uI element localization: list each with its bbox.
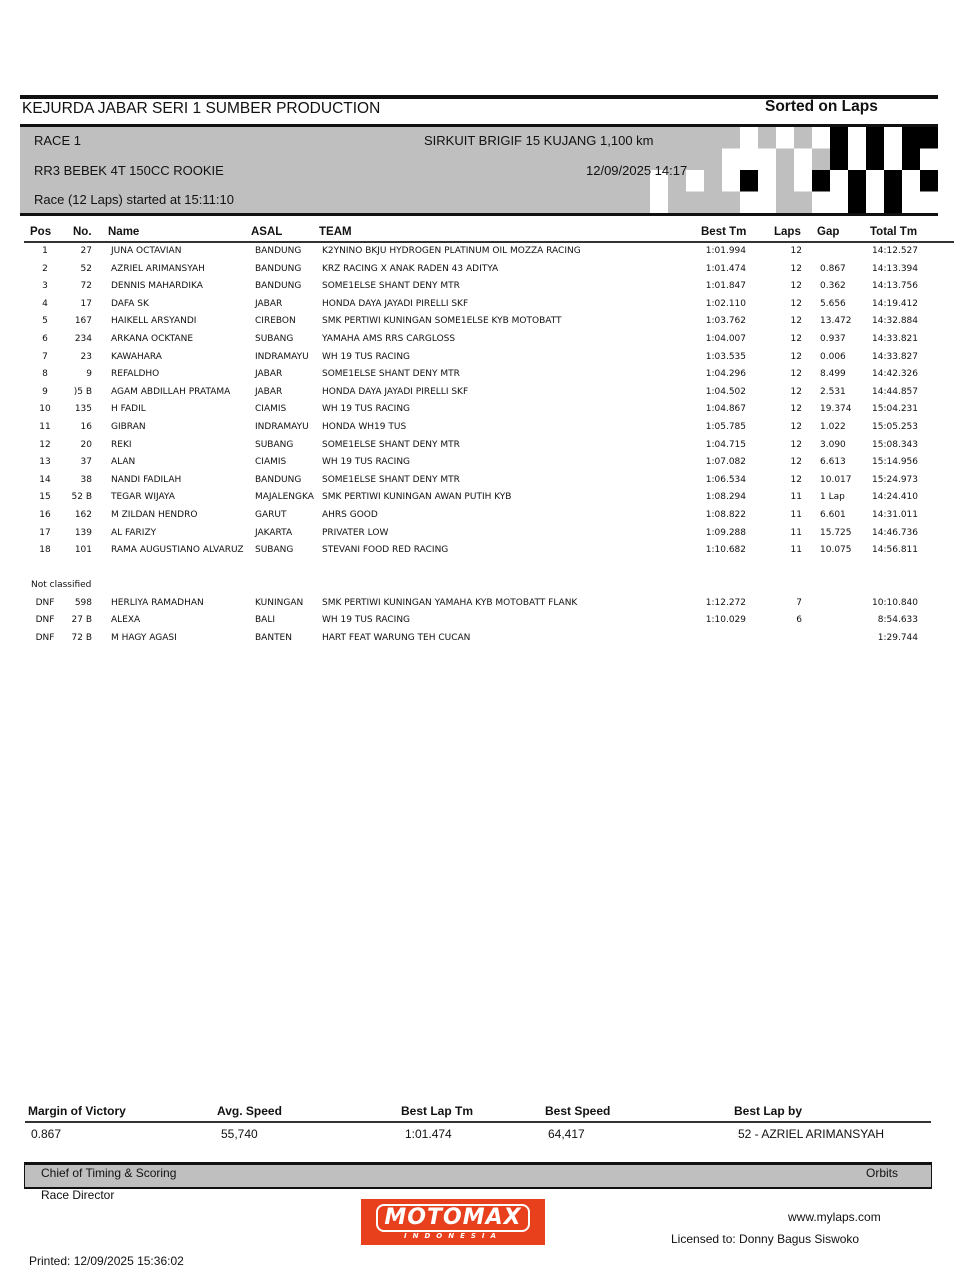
cell-laps: 11 (790, 527, 802, 538)
cell-pos: 16 (39, 510, 51, 520)
cell-no: 167 (74, 316, 92, 327)
cell-total: 14:12.527 (872, 246, 918, 256)
checker-square (830, 170, 848, 192)
cell-best: 1:04.296 (705, 369, 746, 380)
cell-team: SOME1ELSE SHANT DENY MTR (322, 474, 460, 485)
cell-name: TEGAR WIJAYA (111, 492, 175, 503)
cell-laps: 12 (790, 281, 802, 292)
cell-pos: 12 (39, 439, 51, 450)
cell-name: NANDI FADILAH (111, 474, 182, 485)
cell-team: SOME1ELSE SHANT DENY MTR (322, 439, 460, 450)
cell-team: HONDA WH19 TUS (322, 422, 407, 432)
cell-gap: 10.017 (820, 474, 852, 485)
cell-pos: 14 (39, 474, 51, 485)
checker-square (866, 149, 884, 171)
cell-name: DENNIS MAHARDIKA (111, 281, 203, 292)
website-link[interactable]: www.mylaps.com (788, 1210, 881, 1224)
cell-laps: 12 (790, 386, 802, 397)
licensed-to: Licensed to: Donny Bagus Siswoko (671, 1232, 860, 1246)
checker-square (722, 170, 740, 192)
cell-no: 9 (86, 369, 92, 380)
checker-square (758, 127, 776, 149)
summary-header-margin: Margin of Victory (28, 1104, 126, 1118)
col-total: Total Tm (870, 226, 918, 238)
cell-total: 14:19.412 (872, 298, 918, 309)
logo-text: MOTOMAX (376, 1204, 529, 1232)
cell-name: DAFA SK (111, 298, 149, 309)
cell-name: JUNA OCTAVIAN (111, 246, 182, 256)
cell-name: ARKANA OCKTANE (111, 334, 194, 344)
cell-no: 72 B (71, 632, 92, 643)
cell-asal: SUBANG (255, 334, 294, 344)
cell-asal: KUNINGAN (255, 598, 304, 608)
cell-total: 8:54.633 (877, 615, 918, 626)
cell-asal: BALI (255, 615, 275, 626)
not-classified-label: Not classified (31, 580, 92, 590)
cell-pos: 5 (42, 316, 48, 327)
cell-total: 10:10.840 (872, 598, 918, 608)
checker-square (866, 192, 884, 214)
cell-pos: 6 (42, 334, 48, 344)
cell-asal: BANDUNG (255, 246, 302, 256)
cell-best: 1:09.288 (705, 527, 746, 538)
cell-laps: 12 (790, 263, 802, 274)
cell-pos: 17 (39, 527, 51, 538)
cell-pos: 3 (42, 281, 48, 292)
checker-square (758, 170, 776, 192)
cell-team: HONDA DAYA JAYADI PIRELLI SKF (322, 386, 469, 397)
summary-margin: 0.867 (31, 1127, 62, 1141)
cell-gap: 0.867 (820, 263, 846, 274)
cell-laps: 12 (790, 298, 802, 309)
cell-best: 1:06.534 (705, 474, 746, 485)
cell-name: REFALDHO (111, 369, 160, 380)
cell-laps: 12 (790, 404, 802, 415)
cell-team: SMK PERTIWI KUNINGAN AWAN PUTIH KYB (322, 492, 512, 503)
cell-gap: 1.022 (820, 422, 846, 432)
checker-square (848, 149, 866, 171)
cell-pos: 18 (39, 545, 51, 556)
cell-team: STEVANI FOOD RED RACING (322, 545, 449, 556)
cell-total: 14:33.821 (872, 334, 918, 344)
cell-no: 16 (80, 422, 92, 432)
checker-square (812, 149, 830, 171)
cell-total: 15:05.253 (872, 422, 918, 432)
cell-laps: 12 (790, 334, 802, 344)
motomax-logo (361, 1199, 545, 1245)
cell-laps: 11 (790, 492, 802, 503)
cell-no: )5 B (73, 386, 92, 397)
cell-best: 1:01.994 (705, 246, 746, 256)
cell-no: 37 (80, 457, 92, 468)
cell-team: SMK PERTIWI KUNINGAN YAMAHA KYB MOTOBATT FLANK (322, 598, 578, 608)
cell-name: H FADIL (111, 404, 146, 415)
cell-pos: 4 (42, 298, 48, 309)
checker-square (920, 170, 938, 192)
checker-square (740, 192, 758, 214)
cell-total: 14:24.410 (872, 492, 918, 503)
cell-best: 1:01.847 (705, 281, 746, 292)
cell-laps: 12 (790, 246, 802, 256)
header-rule (24, 241, 954, 243)
cell-best: 1:02.110 (705, 298, 746, 309)
cell-best: 1:03.535 (705, 351, 746, 362)
cell-name: REKI (111, 439, 132, 450)
cell-best: 1:04.502 (705, 386, 746, 397)
cell-total: 14:56.811 (872, 545, 918, 556)
cell-asal: MAJALENGKA (255, 492, 314, 503)
cell-pos: 15 (39, 492, 51, 503)
checker-square (830, 149, 848, 171)
cell-total: 14:33.827 (872, 351, 918, 362)
checker-square (848, 192, 866, 214)
checker-square (884, 192, 902, 214)
checker-square (866, 127, 884, 149)
cell-asal: JABAR (255, 298, 283, 309)
checker-square (830, 192, 848, 214)
summary-header-best-lap-by: Best Lap by (734, 1104, 803, 1118)
cell-pos: 2 (42, 263, 48, 274)
checker-square (794, 192, 812, 214)
cell-best: 1:10.029 (705, 615, 746, 626)
checker-square (812, 170, 830, 192)
checker-square (848, 127, 866, 149)
checker-square (704, 170, 722, 192)
checker-square (884, 149, 902, 171)
cell-total: 14:13.756 (872, 281, 918, 292)
cell-asal: BANTEN (255, 632, 292, 643)
cell-best: 1:04.007 (705, 334, 746, 344)
cell-total: 15:14.956 (872, 457, 918, 468)
cell-no: 52 (80, 263, 92, 274)
cell-name: ALAN (111, 457, 136, 468)
summary-best-speed: 64,417 (548, 1127, 585, 1141)
cell-gap: 0.362 (820, 281, 846, 292)
checker-square (776, 170, 794, 192)
cell-asal: SUBANG (255, 545, 294, 556)
orbits-label: Orbits (866, 1166, 899, 1180)
cell-pos: DNF (35, 598, 55, 608)
summary-avg-speed: 55,740 (221, 1127, 258, 1141)
cell-no: 101 (74, 545, 92, 556)
checker-square (704, 192, 722, 214)
cell-name: M ZILDAN HENDRO (111, 510, 198, 520)
cell-laps: 12 (790, 316, 802, 327)
cell-no: 17 (80, 298, 92, 309)
cell-total: 14:32.884 (872, 316, 918, 327)
circuit-label: SIRKUIT BRIGIF 15 KUJANG 1,100 km (424, 133, 654, 148)
checker-square (758, 192, 776, 214)
cell-no: 23 (80, 351, 92, 362)
cell-team: WH 19 TUS RACING (322, 404, 411, 415)
cell-no: 52 B (71, 492, 92, 503)
checker-square (722, 192, 740, 214)
cell-total: 1:29.744 (877, 632, 918, 643)
cell-name: RAMA AUGUSTIANO ALVARUZ (111, 545, 244, 556)
sort-label: Sorted on Laps (765, 98, 878, 115)
cell-team: HART FEAT WARUNG TEH CUCAN (322, 632, 471, 643)
cell-gap: 8.499 (820, 369, 846, 380)
cell-team: AHRS GOOD (322, 510, 378, 520)
checker-square (848, 170, 866, 192)
cell-pos: DNF (35, 615, 55, 626)
checker-square (830, 127, 848, 149)
checker-square (722, 149, 740, 171)
cell-no: 234 (74, 334, 92, 344)
cell-name: AZRIEL ARIMANSYAH (111, 263, 205, 274)
cell-name: KAWAHARA (111, 351, 162, 362)
cell-asal: JABAR (255, 369, 283, 380)
cell-total: 15:08.343 (872, 439, 918, 450)
cell-pos: 7 (42, 351, 48, 362)
cell-laps: 12 (790, 439, 802, 450)
cell-no: 72 (80, 281, 92, 292)
race-label: RACE 1 (34, 133, 81, 148)
cell-team: WH 19 TUS RACING (322, 457, 411, 468)
cell-name: HERLIYA RAMADHAN (111, 598, 204, 608)
cell-best: 1:04.715 (705, 439, 746, 450)
cell-asal: BANDUNG (255, 474, 302, 485)
checker-square (884, 170, 902, 192)
col-no: No. (73, 226, 92, 238)
cell-laps: 12 (790, 369, 802, 380)
checker-square (812, 192, 830, 214)
cell-laps: 11 (790, 510, 802, 520)
class-label: RR3 BEBEK 4T 150CC ROOKIE (34, 163, 224, 178)
checker-square (812, 127, 830, 149)
cell-team: HONDA DAYA JAYADI PIRELLI SKF (322, 298, 469, 309)
cell-name: HAIKELL ARSYANDI (111, 316, 197, 327)
col-pos: Pos (30, 226, 52, 238)
printed-timestamp: Printed: 12/09/2025 15:36:02 (29, 1254, 184, 1268)
cell-asal: JABAR (255, 386, 283, 397)
cell-name: AGAM ABDILLAH PRATAMA (111, 386, 231, 397)
checker-square (740, 149, 758, 171)
cell-best: 1:05.785 (705, 422, 746, 432)
checker-square (794, 127, 812, 149)
cell-total: 15:04.231 (872, 404, 918, 415)
race-director-label: Race Director (41, 1188, 115, 1202)
cell-asal: SUBANG (255, 439, 294, 450)
cell-total: 14:13.394 (872, 263, 918, 274)
cell-no: 598 (74, 598, 92, 608)
cell-best: 1:04.867 (705, 404, 746, 415)
cell-asal: BANDUNG (255, 263, 302, 274)
checker-square (794, 170, 812, 192)
checker-square (740, 170, 758, 192)
summary-best-lap: 1:01.474 (405, 1127, 452, 1141)
cell-gap: 1 Lap (820, 492, 845, 503)
summary-header-best-lap: Best Lap Tm (401, 1104, 474, 1118)
summary-rule (25, 1121, 931, 1123)
col-team: TEAM (319, 226, 352, 238)
cell-no: 20 (80, 439, 92, 450)
cell-gap: 3.090 (820, 439, 846, 450)
checker-square (776, 149, 794, 171)
col-laps: Laps (774, 226, 801, 238)
checker-square (740, 127, 758, 149)
cell-name: GIBRAN (111, 422, 146, 432)
cell-total: 15:24.973 (872, 474, 918, 485)
cell-no: 27 B (71, 615, 92, 626)
cell-team: YAMAHA AMS RRS CARGLOSS (322, 334, 456, 344)
col-gap: Gap (817, 226, 840, 238)
cell-team: SMK PERTIWI KUNINGAN SOME1ELSE KYB MOTOBATT (322, 316, 562, 327)
cell-pos: 9 (42, 386, 48, 397)
cell-team: WH 19 TUS RACING (322, 351, 411, 362)
cell-asal: CIREBON (255, 316, 296, 327)
cell-total: 14:31.011 (872, 510, 918, 520)
cell-pos: 11 (39, 422, 51, 432)
cell-laps: 11 (790, 545, 802, 556)
cell-laps: 12 (790, 422, 802, 432)
cell-pos: 1 (42, 246, 48, 256)
cell-pos: DNF (35, 632, 55, 643)
checker-square (902, 170, 920, 192)
cell-best: 1:12.272 (705, 598, 746, 608)
cell-best: 1:08.822 (705, 510, 746, 520)
cell-best: 1:08.294 (705, 492, 746, 503)
checker-square (884, 127, 902, 149)
col-asal: ASAL (251, 226, 283, 238)
checker-square (686, 170, 704, 192)
cell-team: PRIVATER LOW (322, 527, 389, 538)
cell-asal: CIAMIS (255, 404, 287, 415)
event-title: KEJURDA JABAR SERI 1 SUMBER PRODUCTION (22, 100, 381, 117)
checker-square (758, 149, 776, 171)
cell-name: ALEXA (111, 615, 141, 626)
cell-asal: CIAMIS (255, 457, 287, 468)
race-datetime: 12/09/2025 14:17 (586, 163, 688, 178)
chief-label: Chief of Timing & Scoring (41, 1166, 177, 1180)
cell-pos: 10 (39, 404, 51, 415)
cell-gap: 19.374 (820, 404, 852, 415)
cell-laps: 12 (790, 351, 802, 362)
cell-laps: 12 (790, 474, 802, 485)
checker-square (866, 170, 884, 192)
cell-best: 1:03.762 (705, 316, 746, 327)
checker-square (650, 192, 668, 214)
cell-name: AL FARIZY (111, 527, 157, 538)
cell-gap: 10.075 (820, 545, 852, 556)
cell-asal: BANDUNG (255, 281, 302, 292)
cell-pos: 8 (42, 369, 48, 380)
cell-best: 1:07.082 (705, 457, 746, 468)
checker-square (902, 149, 920, 171)
cell-asal: JAKARTA (255, 527, 293, 538)
cell-no: 135 (74, 404, 92, 415)
cell-best: 1:01.474 (705, 263, 746, 274)
cell-gap: 0.006 (820, 351, 846, 362)
cell-asal: INDRAMAYU (255, 422, 309, 432)
col-name: Name (108, 226, 140, 238)
cell-gap: 6.613 (820, 457, 846, 468)
cell-gap: 2.531 (820, 386, 846, 397)
cell-total: 14:42.326 (872, 369, 918, 380)
checker-square (776, 127, 794, 149)
checker-square (902, 192, 920, 214)
summary-best-lap-by: 52 - AZRIEL ARIMANSYAH (738, 1127, 885, 1141)
cell-team: KRZ RACING X ANAK RADEN 43 ADITYA (322, 263, 499, 274)
cell-laps: 6 (796, 615, 802, 626)
cell-team: SOME1ELSE SHANT DENY MTR (322, 369, 460, 380)
summary-header-best-speed: Best Speed (545, 1104, 611, 1118)
checker-square (902, 127, 920, 149)
cell-name: M HAGY AGASI (111, 632, 177, 643)
cell-best: 1:10.682 (705, 545, 746, 556)
cell-asal: GARUT (255, 510, 287, 520)
cell-gap: 0.937 (820, 334, 846, 344)
cell-gap: 5.656 (820, 298, 846, 309)
cell-no: 27 (80, 246, 92, 256)
checker-square (776, 192, 794, 214)
race-start-info: Race (12 Laps) started at 15:11:10 (34, 192, 234, 207)
cell-team: K2YNINO BKJU HYDROGEN PLATINUM OIL MOZZA RACING (322, 246, 581, 256)
cell-no: 38 (80, 474, 92, 485)
cell-total: 14:44.857 (872, 386, 918, 397)
cell-asal: INDRAMAYU (255, 351, 309, 362)
cell-laps: 7 (796, 598, 802, 608)
col-best: Best Tm (701, 226, 747, 238)
cell-team: WH 19 TUS RACING (322, 615, 411, 626)
checker-square (920, 127, 938, 149)
checker-square (920, 149, 938, 171)
summary-header-avg-speed: Avg. Speed (217, 1104, 282, 1118)
cell-gap: 15.725 (820, 527, 852, 538)
logo-subtext: INDONESIA (404, 1232, 502, 1240)
cell-total: 14:46.736 (872, 527, 918, 538)
cell-laps: 12 (790, 457, 802, 468)
cell-no: 162 (74, 510, 92, 520)
cell-team: SOME1ELSE SHANT DENY MTR (322, 281, 460, 292)
checker-square (794, 149, 812, 171)
checker-square (920, 192, 938, 214)
cell-pos: 13 (39, 457, 51, 468)
cell-gap: 13.472 (820, 316, 852, 327)
cell-no: 139 (74, 527, 92, 538)
cell-gap: 6.601 (820, 510, 846, 520)
